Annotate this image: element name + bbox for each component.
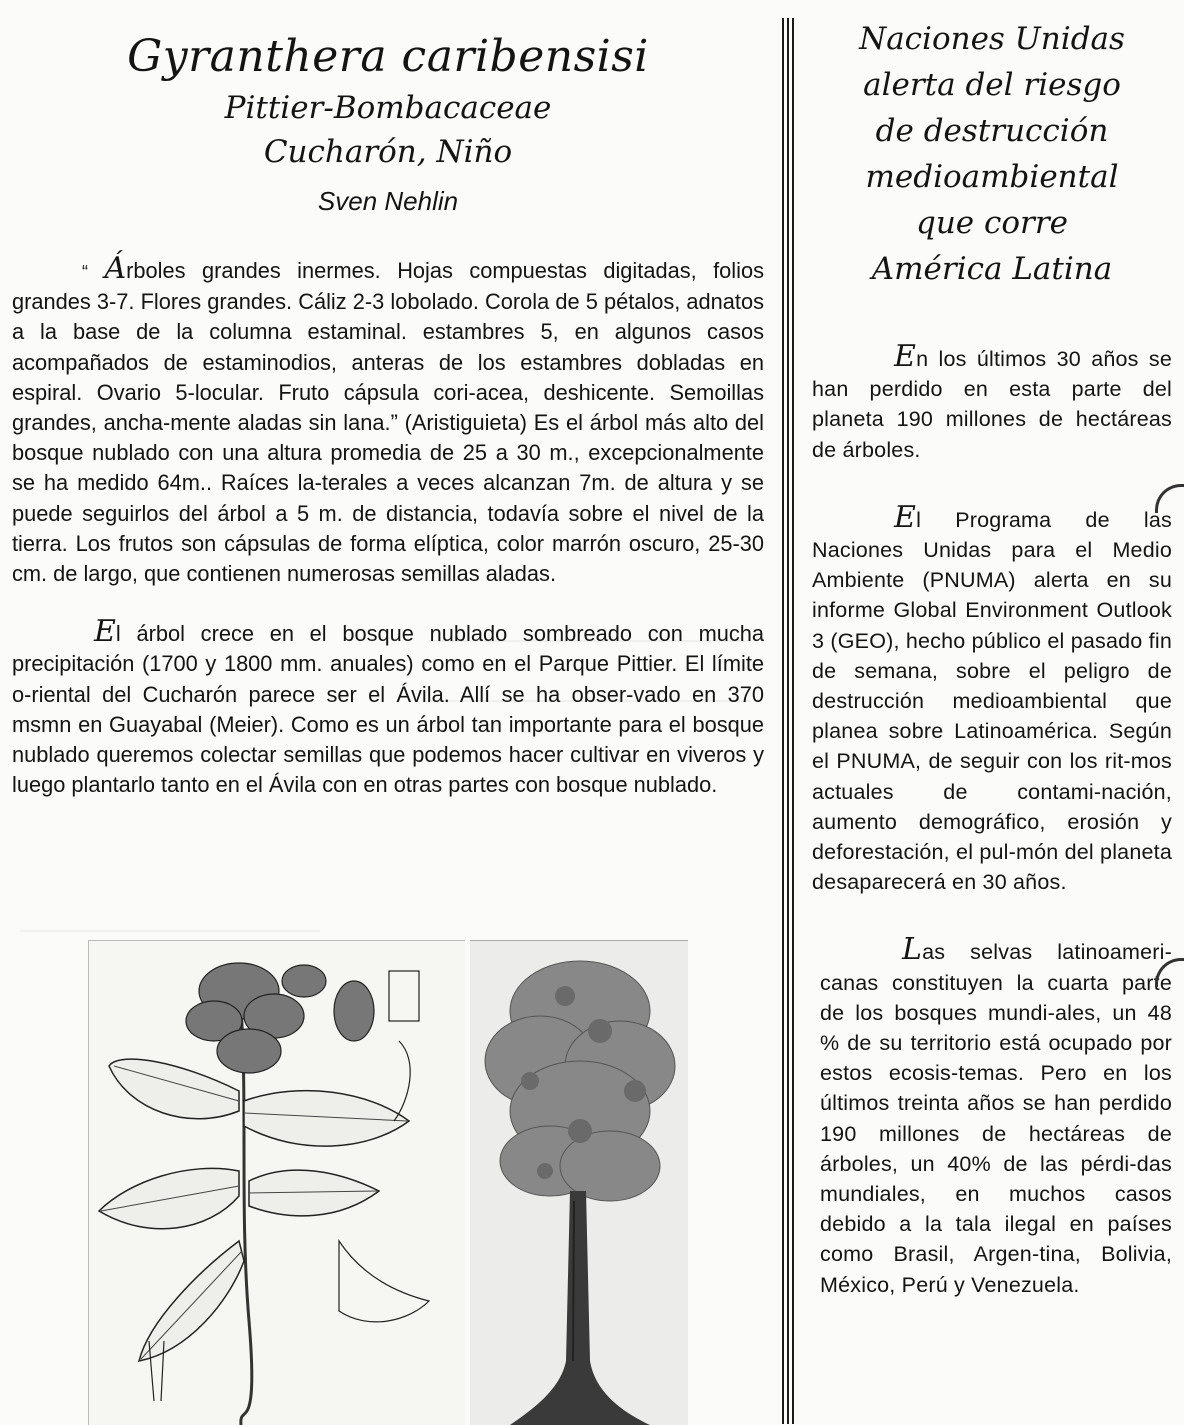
paragraph-text: n los últimos 30 años se han perdido en esta parte del planeta 190 millones de hectáreas de árboles. xyxy=(812,347,1172,462)
left-article xyxy=(12,14,764,800)
right-title-line: medioambiental xyxy=(865,159,1119,195)
drop-cap: Á xyxy=(104,251,127,286)
paragraph-text: rboles grandes inermes. Hojas compuestas digitadas, folios grandes 3-7. Flores grandes. Cáliz 2-3 lobolado. Corola de 5 pétalos, adnatos a la base de la columna estaminal. estambres 5, en algunos casos acompañados de estaminodios, anteras de los estambres dobladas en espiral. Ovario 5-locular. Fruto cápsula cori-acea, deshicente. Semoillas grandes, ancha-mente aladas sin lana.” (Aristiguieta) Es el árbol más alto del bosque nublado con una altura promedia de 25 a 30 m., excepcionalmente se ha medido 64m.. Raíces la-terales a veces alcanzan 7m. de altura y se puede seguirlos del árbol a 5 m. de distancia, todavía sobre el nivel de la tierra. Los frutos son cápsulas de forma elíptica, color marrón oscuro, 25-30 cm. de largo, que contienen numerosas semillas aladas. xyxy=(12,258,764,587)
botanical-drawing-svg xyxy=(89,941,465,1425)
tree-drawing-svg xyxy=(470,941,688,1425)
botanical-drawing-icon xyxy=(88,940,465,1425)
article-author: Sven Nehlin xyxy=(317,186,459,216)
paragraph-text: l Programa de las Naciones Unidas para el Medio Ambiente (PNUMA) alerta en su informe Global Environment Outlook 3 (GEO), hecho público el pasado fin de semana, sobre el peligro de destrucción medioambiental que planea sobre Latinoamérica. Según el PNUMA, de seguir con los rit-mos actuales de contami-nación, aumento demográfico, erosión y deforestación, el pul-món del planeta desaparecerá en 30 años. xyxy=(812,507,1172,895)
article-title: Gyranthera caribensisi xyxy=(127,31,649,82)
right-article-title xyxy=(812,16,1172,292)
article-subtitle-common-names: Cucharón, Niño xyxy=(263,134,513,170)
article-paragraph-description xyxy=(12,251,764,589)
right-title-line: América Latina xyxy=(871,251,1113,287)
drop-cap: E xyxy=(894,499,917,535)
right-paragraph-intro xyxy=(812,339,1172,465)
paragraph-text: l árbol crece en el bosque nublado sombreado con mucha precipitación (1700 y 1800 mm. anuales) como en el Parque Pittier. El límite o-riental del Cucharón parece ser el Ávila. Allí se ha obser-vado en 370 msmn en Guayabal (Meier). Como es un árbol tan importante para el bosque nublado queremos colectar semillas que podemos hacer cultivar en viveros y luego plantarlo tanto en el Ávila con en otras partes con bosque nublado. xyxy=(12,621,764,798)
right-title-line: alerta del riesgo xyxy=(863,67,1121,103)
article-paragraph-habitat xyxy=(12,614,764,800)
right-title-line: Naciones Unidas xyxy=(859,21,1125,57)
column-divider xyxy=(782,18,796,1424)
drop-cap: E xyxy=(94,614,116,650)
paragraph-text: as selvas latinoameri-canas constituyen la cuarta parte de los bosques mundi-ales, un 48 % de su territorio está ocupado por estos ecosis-temas. Pero en los últimos treinta años se han perdido 190 millones de hectáreas de árboles, un 40% de las pérdi-das mundiales, en muchos casos debido a la tala ilegal en países como Brasil, Argen-tina, Bolivia, México, Perú y Venezuela. xyxy=(820,940,1172,1297)
right-article xyxy=(812,16,1172,1300)
right-paragraph-pnuma xyxy=(812,499,1172,898)
article-subtitle-family: Pittier-Bombacaceae xyxy=(224,90,552,126)
right-title-line: que corre xyxy=(915,205,1069,241)
opening-quote: “ xyxy=(82,262,88,282)
drop-cap: E xyxy=(894,339,917,374)
right-title-line: de destrucción xyxy=(875,113,1109,149)
right-paragraph-selvas xyxy=(820,932,1172,1299)
drop-cap: L xyxy=(902,932,923,968)
tree-drawing-icon xyxy=(470,940,688,1425)
